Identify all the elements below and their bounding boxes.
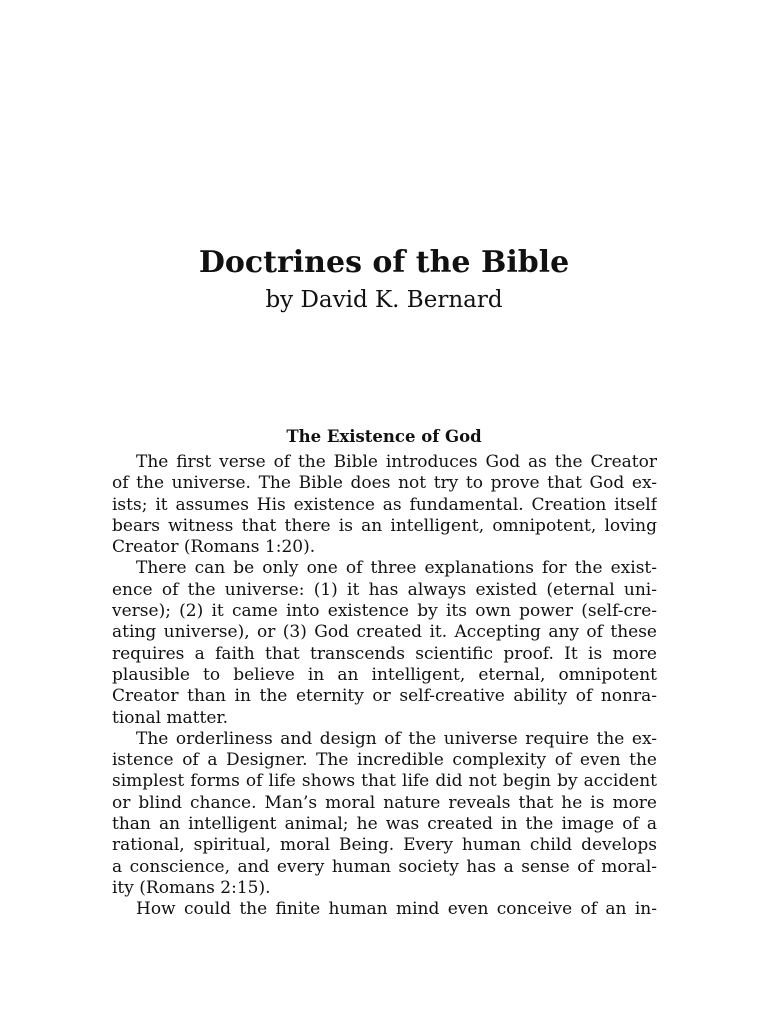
paragraph-line: There can be only one of three explanations for the exist- bbox=[136, 558, 657, 579]
paragraph-line: The first verse of the Bible introduces God as the Creator bbox=[136, 452, 657, 472]
paragraph bbox=[112, 558, 657, 728]
paragraph-line: tional matter. bbox=[112, 707, 229, 728]
section-heading: The Existence of God bbox=[286, 427, 482, 446]
paragraph-line: simplest forms of life shows that life did not begin by accident bbox=[112, 771, 657, 792]
paragraph-line: ity (Romans 2:15). bbox=[112, 877, 271, 898]
paragraph-line: ists; it assumes His existence as fundamental. Creation itself bbox=[112, 494, 657, 515]
paragraph-line: ating universe), or (3) God created it. Accepting any of these bbox=[112, 622, 657, 643]
paragraph bbox=[112, 452, 657, 558]
book-title: Doctrines of the Bible bbox=[198, 245, 570, 280]
paragraph-line: The orderliness and design of the universe require the ex- bbox=[136, 728, 657, 749]
paragraph-line: How could the finite human mind even conceive of an in- bbox=[136, 899, 657, 920]
paragraph-line: istence of a Designer. The incredible complexity of even the bbox=[112, 750, 657, 771]
paragraph-line: or blind chance. Man’s moral nature reveals that he is more bbox=[112, 792, 657, 813]
paragraph-line: a conscience, and every human society has a sense of moral- bbox=[112, 856, 657, 877]
paragraph-line: Creator (Romans 1:20). bbox=[112, 537, 316, 558]
paragraph-line: verse); (2) it came into existence by its own power (self-cre- bbox=[112, 601, 657, 622]
paragraph bbox=[112, 899, 657, 920]
paragraph-line: than an intelligent animal; he was created in the image of a bbox=[112, 814, 657, 835]
paragraph-line: Creator than in the eternity or self-creative ability of nonra- bbox=[112, 686, 657, 707]
book-author: by David K. Bernard bbox=[265, 287, 503, 313]
paragraph-line: requires a faith that transcends scientific proof. It is more bbox=[112, 643, 657, 664]
paragraph-line: plausible to believe in an intelligent, eternal, omnipotent bbox=[112, 664, 657, 685]
paragraph-line: bears witness that there is an intelligent, omnipotent, loving bbox=[112, 515, 657, 536]
paragraph-line: rational, spiritual, moral Being. Every human child develops bbox=[112, 835, 657, 856]
body-text bbox=[112, 452, 657, 921]
paragraph-line: ence of the universe: (1) it has always existed (eternal uni- bbox=[112, 579, 657, 600]
paragraph bbox=[112, 729, 657, 899]
paragraph-line: of the universe. The Bible does not try to prove that God ex- bbox=[112, 473, 657, 494]
